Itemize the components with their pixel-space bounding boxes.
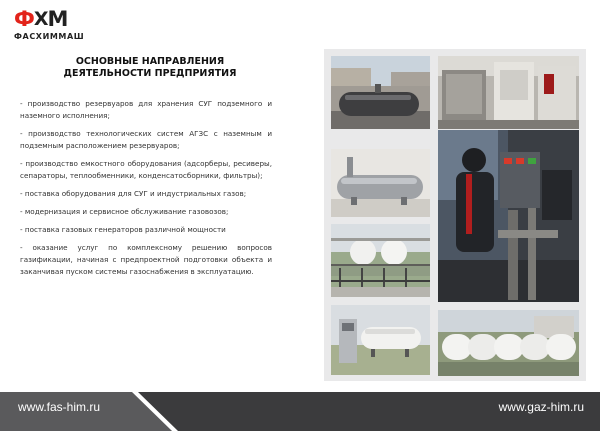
photo-tank-installation [331,305,430,375]
activity-item: - поставка газовых генераторов различной мощности [20,225,226,234]
footer-link-right[interactable]: www.gaz-him.ru [498,400,584,414]
company-logo [14,8,114,41]
spheres-photo-icon [331,224,430,297]
photo-technician-control-panel [438,130,579,302]
photo-gas-station-modules [438,56,579,129]
photo-underground-tank [331,56,430,129]
activity-item: - производство емкостного оборудования (адсорберы, ресиверы, сепараторы, теплообменники, конденсатосборники, фильтры); [20,159,272,180]
activities-list [20,98,272,284]
logo-letter-f: Ф [14,7,35,31]
footer-link-left[interactable]: www.fas-him.ru [18,400,101,414]
activity-item: - модернизация и сервисное обслуживание газовозов; [20,207,229,216]
tank-photo-icon [331,56,430,129]
activity-item: - производство технологических систем АГЗС с наземным и подземным расположением резервуаров; [20,129,272,150]
tank-row-photo-icon [438,310,579,376]
title-line-1: ОСНОВНЫЕ НАПРАВЛЕНИЯ [75,56,225,67]
technician-photo-icon [438,130,579,302]
installation-photo-icon [331,305,430,375]
logo-mark [14,8,114,30]
photo-horizontal-vessel [331,149,430,217]
photo-tank-row [438,310,579,376]
photo-spherical-tanks [331,224,430,297]
company-name: ФАСХИММАШ [14,32,85,41]
footer-bar [0,392,600,431]
activity-item: - производство резервуаров для хранения СУГ подземного и наземного исполнения; [20,99,272,120]
activity-item: - оказание услуг по комплексному решению вопросов газификации, начиная с предпроектной подготовки объекта и заканчивая пуском системы газоснабжения в эксплуатацию. [20,243,272,276]
logo-letter-m: М [47,7,69,31]
title-line-2: ДЕЯТЕЛЬНОСТИ ПРЕДПРИЯТИЯ [63,68,237,79]
activity-item: - поставка оборудования для СУГ и индустриальных газов; [20,189,247,198]
vessel-photo-icon [331,149,430,217]
page-title [0,56,300,80]
logo-letter-kh: Х [33,8,49,30]
modules-photo-icon [438,56,579,129]
